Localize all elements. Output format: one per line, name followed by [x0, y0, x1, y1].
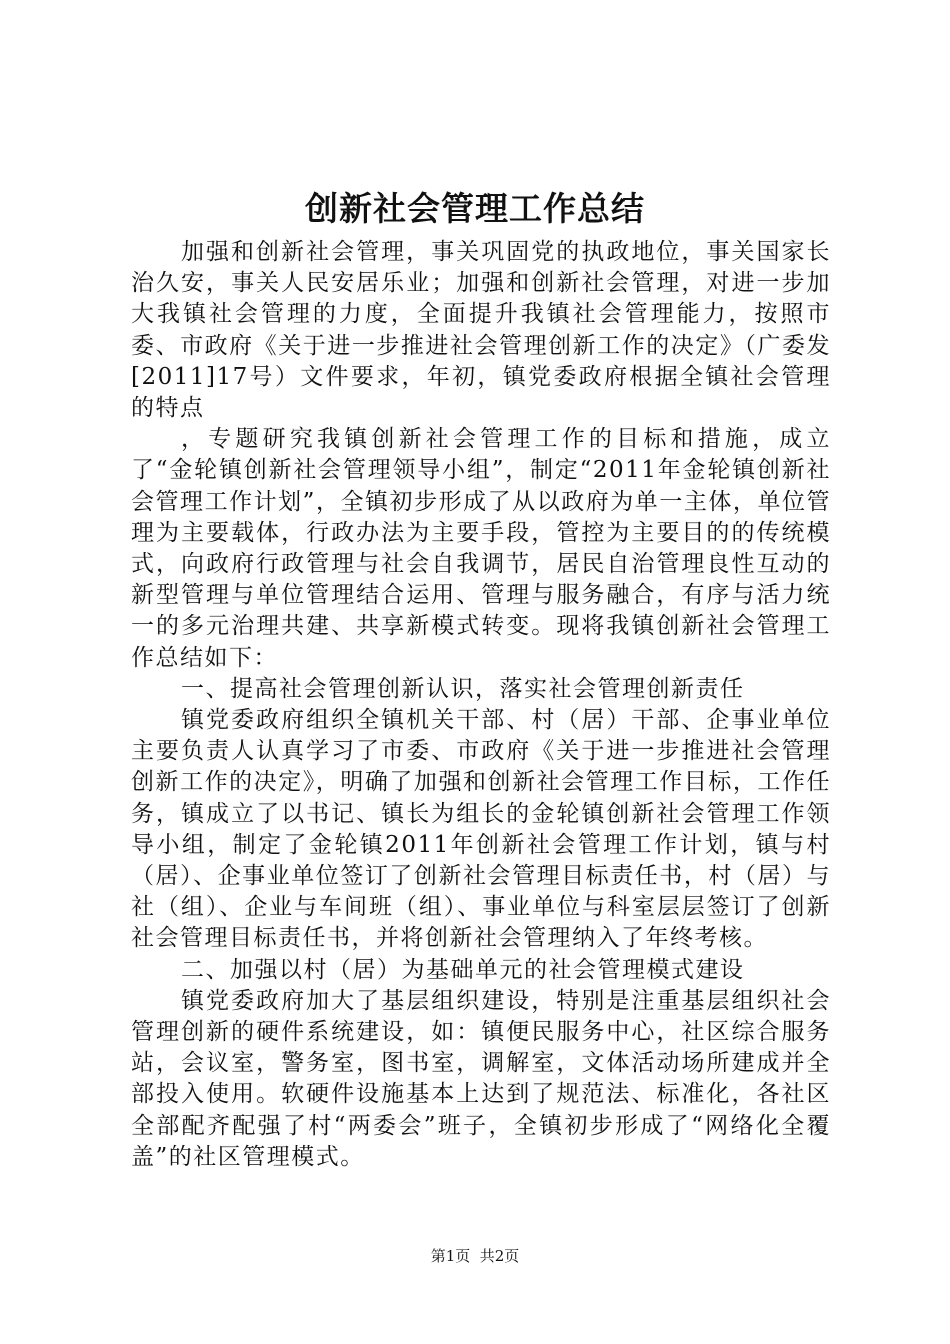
- paragraph-section-1: 镇党委政府组织全镇机关干部、村（居）干部、企事业单位主要负责人认真学习了市委、市政府《关于进一步推进社会管理创新工作的决定》，明确了加强和创新社会管理工作目标，工作任务，镇成立了以书记、镇长为组长的金轮镇创新社会管理工作领导小组，制定了金轮镇2011年创新社会管理工作计划，镇与村（居）、企事业单位签订了创新社会管理目标责任书，村（居）与社（组）、企业与车间班（组）、事业单位与科室层层签订了创新社会管理目标责任书，并将创新社会管理纳入了年终考核。: [131, 707, 831, 952]
- paragraph-section-2: 镇党委政府加大了基层组织建设，特别是注重基层组织社会管理创新的硬件系统建设，如：镇便民服务中心，社区综合服务站，会议室，警务室，图书室，调解室，文体活动场所建成并全部投入使用。软硬件设施基本上达到了规范法、标准化，各社区全部配齐配强了村“两委会”班子，全镇初步形成了“网络化全覆盖”的社区管理模式。: [131, 987, 831, 1170]
- document-title: 创新社会管理工作总结: [305, 189, 645, 228]
- paragraph-intro: 加强和创新社会管理，事关巩固党的执政地位，事关国家长治久安，事关人民安居乐业；加强和创新社会管理，对进一步加大我镇社会管理的力度，全面提升我镇社会管理能力，按照市委、市政府《关于进一步推进社会管理创新工作的决定》（广委发[2011]17号）文件要求，年初，镇党委政府根据全镇社会管理的特点: [131, 239, 831, 422]
- page-footer: [0, 1246, 950, 1266]
- paragraph-intro-continued: ，专题研究我镇创新社会管理工作的目标和措施，成立了“金轮镇创新社会管理领导小组”，制定“2011年金轮镇创新社会管理工作计划”，全镇初步形成了从以政府为单一主体，单位管理为主要载体，行政办法为主要手段，管控为主要目的的传统模式，向政府行政管理与社会自我调节，居民自治管理良性互动的新型管理与单位管理结合运用、管理与服务融合，有序与活力统一的多元治理共建、共享新模式转变。现将我镇创新社会管理工作总结如下：: [131, 426, 831, 671]
- document-body: [131, 237, 831, 1173]
- page-number: 第1页 共2页: [430, 1247, 520, 1265]
- section-heading-1: 一、提高社会管理创新认识，落实社会管理创新责任: [181, 675, 745, 702]
- section-heading-2: 二、加强以村（居）为基础单元的社会管理模式建设: [181, 956, 745, 983]
